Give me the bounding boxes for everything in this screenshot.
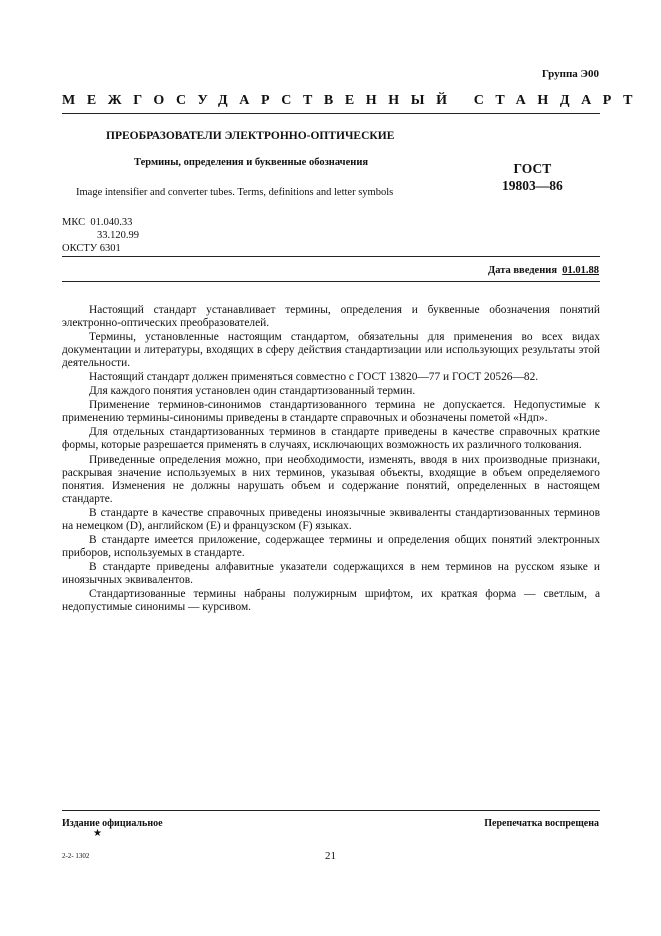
paragraph: Приведенные определения можно, при необходимости, изменять, вводя в них производные признаки, раскрывая значение используемых в них терминов, указывая объекты, входящие в объем определяемого понятия. Изменения не должны нарушать объем и содержание понятий, определенных в настоящем стандарте. [62, 453, 600, 505]
star-icon: ★ [93, 828, 102, 839]
paragraph: Для каждого понятия установлен один стандартизованный термин. [89, 385, 416, 398]
intro-date-value: 01.01.88 [562, 265, 599, 276]
okstu-code: ОКСТУ 6301 [62, 243, 121, 254]
mks-code-1: 01.040.33 [90, 217, 133, 228]
document-body [62, 304, 600, 615]
footer-rule [62, 810, 600, 811]
mks-code-2: 33.120.99 [97, 230, 139, 241]
gost-designation [502, 160, 563, 194]
intro-date [488, 265, 599, 276]
paragraph: В стандарте в качестве справочных приведены иноязычные эквиваленты стандартизованных терминов на немецком (D), английском (E) и французском (F) языках. [62, 506, 600, 532]
header-rule [62, 113, 600, 114]
paragraph: В стандарте имеется приложение, содержащее термины и определения общих понятий электронных приборов, используемых в стандарте. [62, 533, 600, 559]
page-number: 21 [325, 850, 336, 862]
group-label: Группа Э00 [541, 68, 599, 80]
paragraph: Стандартизованные термины набраны полужирным шрифтом, их краткая форма — светлым, а недопустимые синонимы — курсивом. [62, 587, 600, 614]
paragraph: Применение терминов-синонимов стандартизованного термина не допускается. Недопустимые к применению термины-синонимы приведены в стандарте справочных и обозначены пометой «Ндп». [62, 399, 600, 425]
date-rule [62, 281, 600, 282]
classification-rule [62, 256, 600, 257]
reprint-prohibited-label: Перепечатка воспрещена [484, 818, 599, 829]
gost-label: ГОСТ [513, 161, 552, 176]
standard-banner: МЕЖГОСУДАРСТВЕННЫЙ СТАНДАРТ [62, 93, 645, 108]
paragraph: Настоящий стандарт устанавливает термины, определения и буквенные обозначения понятий электронно-оптических преобразователей. [62, 304, 600, 330]
document-title: ПРЕОБРАЗОВАТЕЛИ ЭЛЕКТРОННО-ОПТИЧЕСКИЕ [106, 130, 395, 142]
paragraph: В стандарте приведены алфавитные указатели содержащихся в нем терминов на русском языке и иноязычных эквивалентов. [62, 560, 600, 586]
print-code: 2-2- 1302 [62, 852, 90, 860]
intro-date-label: Дата введения [488, 265, 557, 276]
paragraph: Настоящий стандарт должен применяться совместно с ГОСТ 13820—77 и ГОСТ 20526—82. [89, 371, 539, 384]
official-edition-label: Издание официальное [62, 818, 163, 829]
mks-label: МКС [62, 217, 86, 228]
document-subtitle: Термины, определения и буквенные обозначения [134, 157, 369, 168]
gost-number: 19803—86 [502, 178, 563, 193]
classification-codes [62, 216, 139, 255]
english-title: Image intensifier and converter tubes. Terms, definitions and letter symbols [76, 187, 394, 198]
paragraph: Для отдельных стандартизованных терминов в стандарте приведены в качестве справочных краткие формы, которые разрешается применять в случаях, исключающих возможность их различного толкования. [62, 426, 600, 452]
paragraph: Термины, установленные настоящим стандартом, обязательны для применения во всех видах документации и литературы, входящих в сферу действия стандартизации или использующих результаты этой деятельности. [62, 331, 600, 370]
